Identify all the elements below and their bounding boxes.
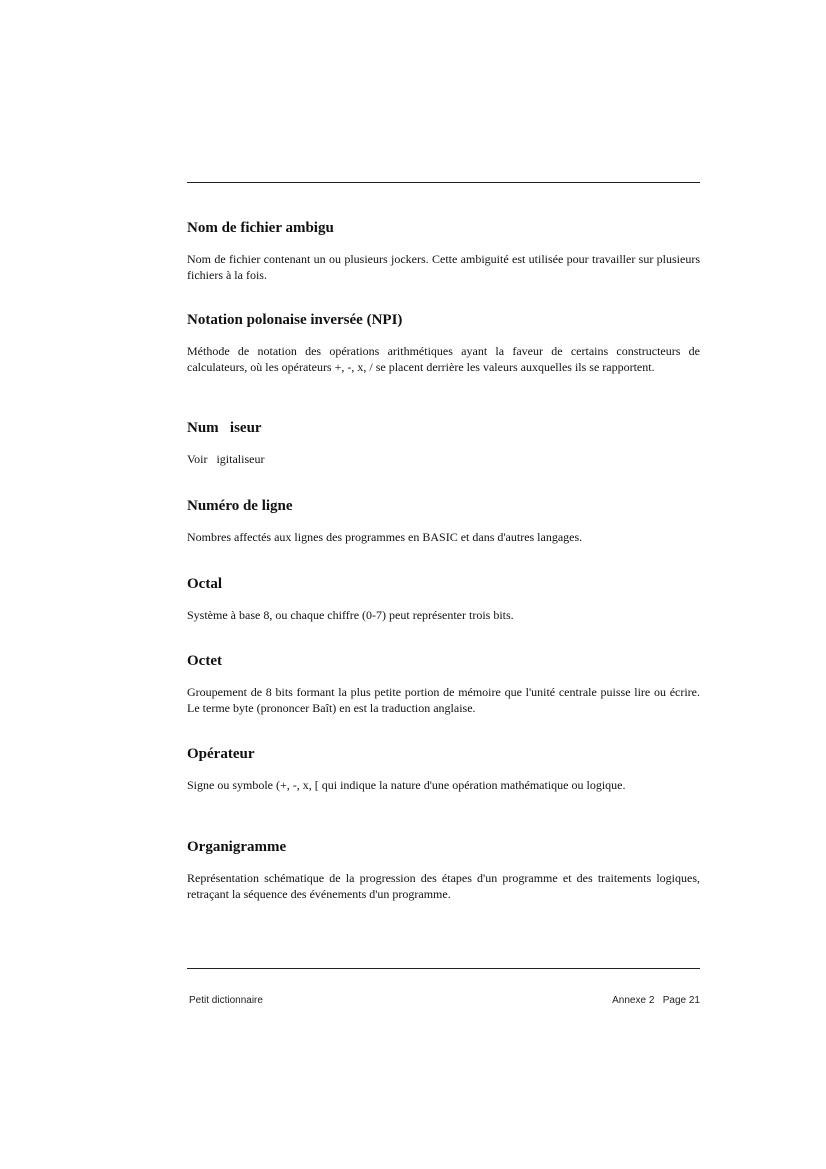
entry-definition: Nombres affectés aux lignes des programmes en BASIC et dans d'autres langages. bbox=[187, 530, 583, 544]
entry-definition: Signe ou symbole (+, -, x, [ qui indique la nature d'une opération mathématique ou logique. bbox=[187, 778, 626, 792]
top-rule bbox=[187, 182, 700, 183]
entry-term: Notation polonaise inversée (NPI) bbox=[187, 312, 403, 328]
entry-operateur bbox=[187, 745, 700, 793]
footer-page-number: Annexe 2 Page 21 bbox=[612, 995, 700, 1006]
entry-term: Opérateur bbox=[187, 746, 255, 762]
entry-term: Octet bbox=[187, 653, 222, 669]
entry-definition: Voir igitaliseur bbox=[187, 452, 265, 466]
entry-definition: Représentation schématique de la progression des étapes d'un programme et des traitements logiques, retraçant la séquence des événements d'un programme. bbox=[187, 871, 700, 901]
footer-book-title: Petit dictionnaire bbox=[189, 995, 263, 1006]
entry-term: Octal bbox=[187, 576, 222, 592]
bottom-rule bbox=[187, 968, 700, 969]
entry-notation-polonaise bbox=[187, 311, 700, 375]
entry-definition: Nom de fichier contenant un ou plusieurs jockers. Cette ambiguité est utilisée pour travailler sur plusieurs fichiers à la fois. bbox=[187, 252, 700, 282]
entry-term: Organigramme bbox=[187, 839, 287, 855]
entry-numero-de-ligne bbox=[187, 497, 700, 545]
entry-nom-de-fichier-ambigu bbox=[187, 219, 700, 283]
entry-octal bbox=[187, 575, 700, 623]
entry-term: Numéro de ligne bbox=[187, 498, 293, 514]
entry-term: Nom de fichier ambigu bbox=[187, 220, 334, 236]
entry-numeriseur bbox=[187, 419, 700, 467]
entry-definition: Groupement de 8 bits formant la plus petite portion de mémoire que l'unité centrale puisse lire ou écrire. Le terme byte (prononcer Baît) en est la traduction anglaise. bbox=[187, 685, 700, 715]
entry-octet bbox=[187, 652, 700, 716]
entry-organigramme bbox=[187, 838, 700, 902]
entry-definition: Système à base 8, ou chaque chiffre (0-7) peut représenter trois bits. bbox=[187, 608, 514, 622]
entry-term: Num iseur bbox=[187, 420, 262, 436]
entry-definition: Méthode de notation des opérations arithmétiques ayant la faveur de certains constructeurs de calculateurs, où les opérateurs +, -, x, / se placent derrière les valeurs auxquelles ils se rapportent. bbox=[187, 344, 700, 374]
